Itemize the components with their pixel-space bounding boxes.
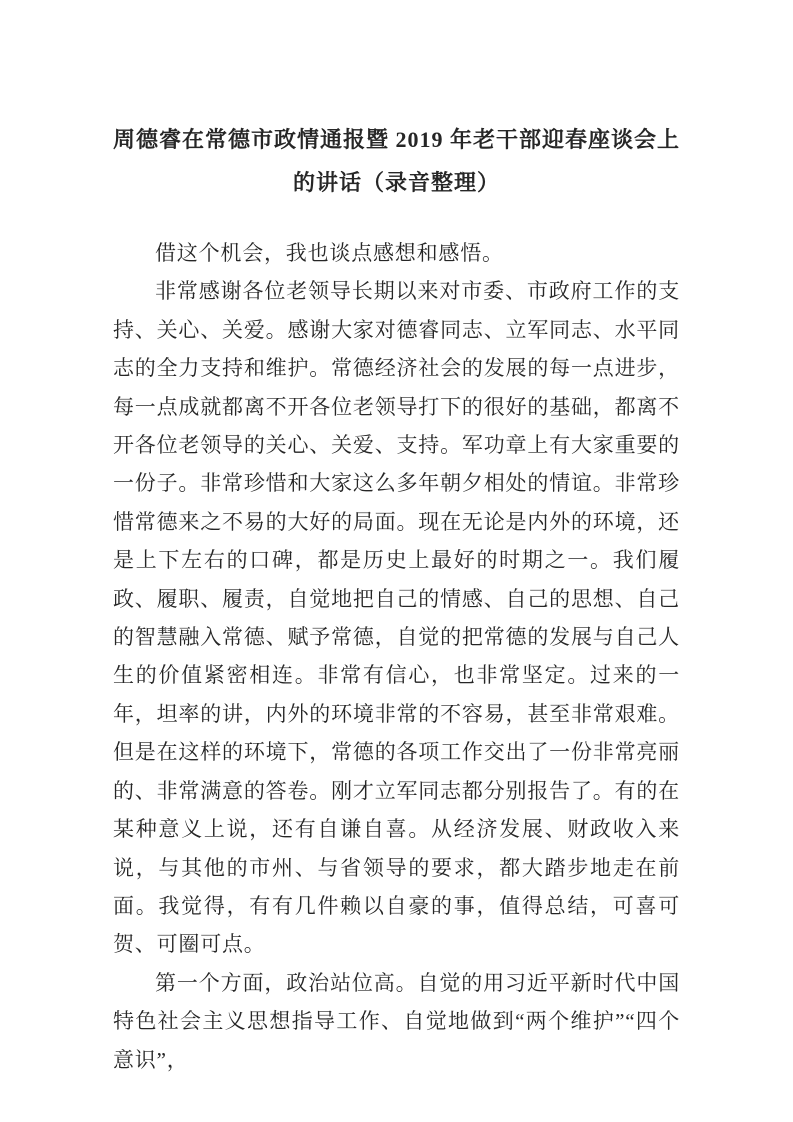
paragraph: 第一个方面，政治站位高。自觉的用习近平新时代中国特色社会主义思想指导工作、自觉地做到“两个维护”“四个意识”， (113, 970, 680, 1072)
document-title: 周德睿在常德市政情通报暨 2019 年老干部迎春座谈会上的讲话（录音整理） (113, 127, 681, 195)
paragraph: 非常感谢各位老领导长期以来对市委、市政府工作的支持、关心、关爱。感谢大家对德睿同志、立军同志、水平同志的全力支持和维护。常德经济社会的发展的每一点进步，每一点成就都离不开各位老领导打下的很好的基础，都离不开各位老领导的关心、关爱、支持。军功章上有大家重要的一份子。非常珍惜和大家这么多年朝夕相处的情谊。非常珍惜常德来之不易的大好的局面。现在无论是内外的环境，还是上下左右的口碑，都是历史上最好的时期之一。我们履政、履职、履责，自觉地把自己的情感、自己的思想、自己的智慧融入常德、赋予常德，自觉的把常德的发展与自己人生的价值紧密相连。非常有信心，也非常坚定。过来的一年，坦率的讲，内外的环境非常的不容易，甚至非常艰难。但是在这样的环境下，常德的各项工作交出了一份非常亮丽的、非常满意的答卷。刚才立军同志都分别报告了。有的在某种意义上说，还有自谦自喜。从经济发展、财政收入来说，与其他的市州、与省领导的要求，都大踏步地走在前面。我觉得，有有几件赖以自豪的事，值得总结，可喜可贺、可圈可点。 (113, 279, 680, 957)
document-content (113, 118, 680, 1079)
document-body (113, 234, 680, 1079)
paragraph: 借这个机会，我也谈点感想和感悟。 (155, 241, 504, 265)
